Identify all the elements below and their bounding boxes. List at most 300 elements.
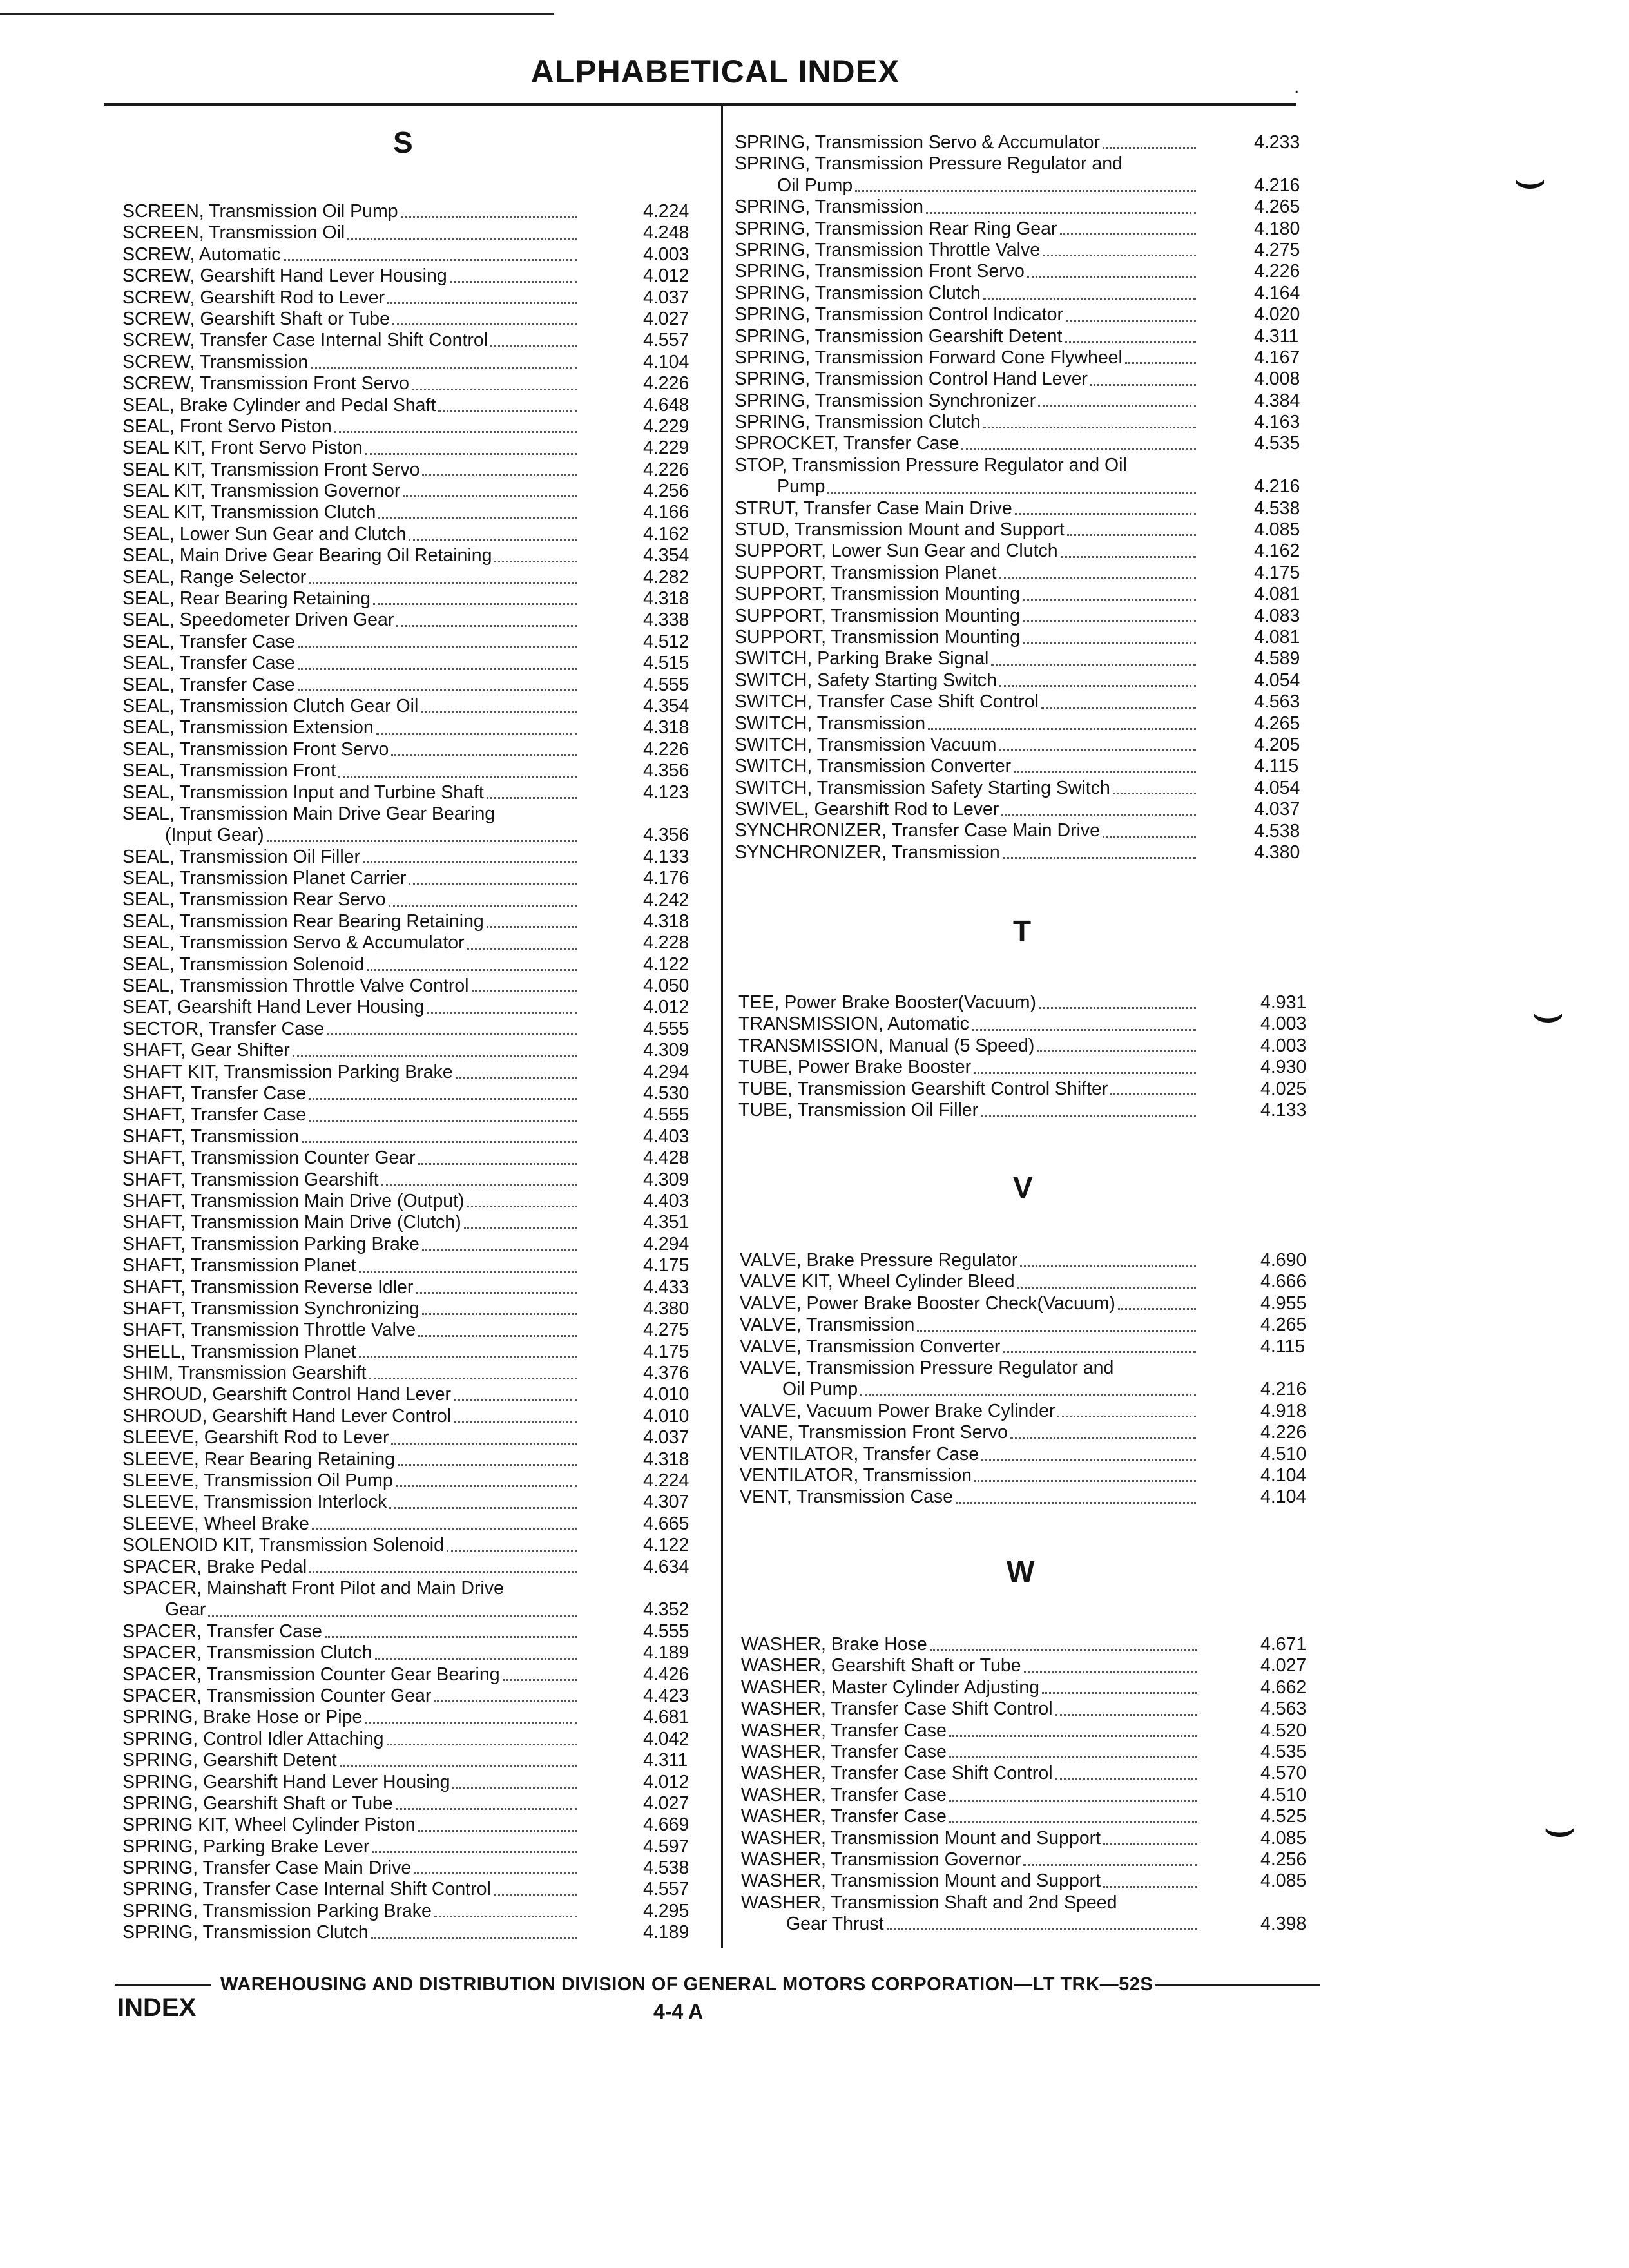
dot-leader [1043,255,1196,256]
index-entry-label: VALVE, Brake Pressure Regulator [740,1249,1018,1271]
index-entry-page: 4.037 [1254,799,1300,820]
index-entry-page: 4.275 [643,1320,689,1341]
dot-leader [1023,599,1196,601]
index-entry-label: SUPPORT, Transmission Mounting [735,626,1020,648]
index-entry-label: SEAL, Transmission Main Drive Gear Bearing [122,803,496,824]
index-entry-label: SEAL, Transfer Case [122,631,295,652]
index-entry-label: VALVE, Transmission Converter [740,1336,1001,1357]
index-entry [122,287,580,309]
index-entry-label: SLEEVE, Gearshift Rod to Lever [122,1427,389,1448]
index-entry-label: WASHER, Transmission Mount and Support [741,1870,1101,1892]
index-entry [735,562,1199,584]
index-entry [122,610,580,631]
dot-leader [389,905,577,907]
index-entry [735,175,1199,197]
index-entry-label: SEAL, Transfer Case [122,674,295,695]
index-entry [735,799,1199,820]
index-entry-label: SWIVEL, Gearshift Rod to Lever [735,799,999,820]
index-entry-label: SPROCKET, Transfer Case [735,433,959,454]
dot-leader [365,453,577,455]
index-entry-label: SEAL, Transmission Clutch Gear Oil [122,695,419,716]
index-entry [122,975,580,997]
dot-leader [972,1029,1196,1031]
index-entry [740,1444,1199,1465]
dot-leader [1017,1287,1196,1289]
index-entry [122,825,580,846]
index-entry-page: 4.512 [643,631,689,652]
index-entry [122,1879,580,1900]
index-entry-page: 4.081 [1254,584,1300,605]
index-entry-page: 4.054 [1254,669,1300,691]
index-entry-page: 4.354 [643,545,689,566]
index-entry-label: SEAL, Transmission Rear Servo [122,889,386,910]
dot-leader [363,861,577,863]
index-entry-label: WASHER, Transfer Case Shift Control [741,1763,1053,1784]
index-entry-page: 4.189 [643,1922,689,1943]
index-entry-label: SHIM, Transmission Gearshift [122,1363,367,1384]
index-entry-page: 4.354 [643,695,689,716]
index-entry-page: 4.205 [1254,734,1300,755]
dot-leader [494,1894,577,1896]
index-entry [122,1514,580,1535]
index-pages-right-t [1260,992,1325,1121]
index-entry-page: 4.557 [643,330,689,351]
index-entry-page: 4.563 [1254,691,1300,713]
index-entry [122,265,580,287]
index-entry [122,1470,580,1492]
dot-leader [438,410,577,412]
index-entry-page: 4.376 [643,1363,689,1384]
index-entry-page: 4.510 [1260,1443,1307,1465]
index-entry-label: SHAFT, Transmission Main Drive (Output) [122,1190,465,1211]
index-entry [741,1806,1200,1827]
index-entry-label: TRANSMISSION, Automatic [738,1014,969,1035]
dot-leader [418,1163,577,1165]
index-entry [735,433,1199,454]
index-entry [122,222,580,244]
index-entry-label: WASHER, Master Cylinder Adjusting [741,1677,1040,1698]
index-entry [122,911,580,932]
index-entry [122,1492,580,1513]
dot-leader [1125,362,1196,364]
index-entry-label: SEAL, Transmission Extension [122,717,374,738]
index-entry-label: TUBE, Transmission Oil Filler [738,1099,979,1120]
index-entry [738,1035,1199,1057]
dot-leader [373,603,577,605]
dot-leader [409,883,577,885]
index-entry-label: SCREW, Gearshift Shaft or Tube [122,308,390,329]
index-entry [741,1698,1200,1720]
index-entry [735,240,1199,261]
index-entry [741,1870,1200,1892]
index-entry-label: WASHER, Transfer Case [741,1741,947,1762]
dot-leader [396,1485,577,1487]
section-letter-w: W [1007,1555,1035,1588]
index-entry [735,476,1199,497]
index-entry-label: SPRING, Transmission Control Hand Lever [735,369,1088,390]
index-entry [122,1686,580,1707]
index-entry [122,1793,580,1814]
index-entry-label: SPRING KIT, Wheel Cylinder Piston [122,1814,416,1836]
dot-leader [1055,1778,1197,1780]
index-entry-page: 4.403 [643,1190,689,1211]
dot-leader [398,1464,577,1466]
index-entry-page: 4.535 [1260,1741,1307,1762]
dot-leader [334,431,577,433]
index-entry-label: SEAL, Lower Sun Gear and Clutch [122,523,407,544]
index-entry [735,756,1199,777]
index-entry-page: 4.175 [643,1341,689,1362]
dot-leader [422,1313,577,1315]
index-entry-label: SUPPORT, Transmission Planet [735,562,997,583]
index-entry-page: 4.010 [643,1384,689,1405]
dot-leader [981,1459,1196,1461]
index-entry [122,1104,580,1126]
index-entry [735,218,1199,240]
dot-leader [311,367,577,369]
index-entry [122,1212,580,1233]
dot-leader [327,1033,577,1035]
dot-leader [284,259,578,261]
dot-leader [447,1550,577,1552]
index-entry-page: 4.085 [1260,1827,1307,1849]
index-entry-page: 4.351 [643,1212,689,1233]
dot-leader [1103,1843,1197,1845]
dot-leader [887,1928,1197,1930]
index-entry [122,653,580,674]
page-spacer [643,1578,708,1599]
dot-leader [414,1872,577,1874]
index-entry-label: SHAFT, Transmission Gearshift [122,1169,379,1190]
index-entry-page: 4.930 [1260,1057,1307,1078]
index-entry-label: SEAL, Transmission Servo & Accumulator [122,932,465,954]
top-rule [0,13,554,15]
index-entry-label: STOP, Transmission Pressure Regulator and Oil [735,454,1127,476]
index-entry [122,588,580,610]
index-entry-page: 4.918 [1260,1400,1307,1421]
dot-leader [928,728,1196,730]
index-entry-page: 4.557 [643,1879,689,1900]
dot-leader [961,448,1196,450]
dot-leader [1010,1437,1196,1439]
index-entry-label: SCREW, Transmission Front Servo [122,373,410,394]
index-entry [738,992,1199,1014]
index-entry-page: 4.555 [643,674,689,695]
index-entry-label: SPRING, Transmission [735,197,923,218]
index-entry-label: SCREEN, Transmission Oil Pump [122,200,398,222]
index-entry-page: 4.690 [1260,1250,1307,1271]
index-entry-page: 4.931 [1260,992,1307,1013]
index-column-left [122,201,580,1944]
index-entry-label: SWITCH, Parking Brake Signal [735,648,989,669]
index-entry-label: SHAFT, Transmission Throttle Valve [122,1320,416,1341]
index-entry-label: SPACER, Transmission Clutch [122,1642,372,1664]
index-entry-page: 4.538 [1254,497,1300,519]
index-entry-page: 4.122 [643,954,689,975]
index-entry-label: SYNCHRONIZER, Transfer Case Main Drive [735,820,1100,841]
index-entry-page: 4.520 [1260,1720,1307,1741]
index-entry-page: 4.083 [1254,605,1300,626]
index-entry-label: VALVE KIT, Wheel Cylinder Bleed [740,1271,1015,1293]
index-entry-page: 4.433 [643,1276,689,1298]
index-entry-label: SCREW, Automatic [122,244,281,265]
index-entry [735,606,1199,627]
dot-leader [378,517,577,519]
index-entry [741,1655,1200,1677]
index-entry [735,498,1199,519]
index-entry-page: 4.384 [1254,390,1300,411]
index-entry-page: 4.423 [643,1685,689,1706]
dot-leader [1014,771,1196,773]
dot-leader [359,1356,577,1358]
index-entry-label: STUD, Transmission Mount and Support [735,519,1065,541]
dot-leader [387,1744,577,1745]
index-pages-left [643,201,708,1944]
dot-leader [999,577,1196,579]
index-entry-page: 4.115 [1254,756,1299,777]
index-entry [122,567,580,588]
margin-mark: ⌣ [1543,1798,1577,1856]
index-entry [122,1320,580,1341]
index-entry-label: SPRING, Transmission Throttle Valve [735,239,1041,260]
index-entry-label: SEAL, Transmission Front [122,760,336,782]
dot-leader [293,1055,577,1057]
index-entry-label: SCREW, Gearshift Hand Lever Housing [122,265,447,287]
index-entry-label: SEAL KIT, Transmission Governor [122,481,401,502]
index-entry-page: 4.525 [1260,1806,1307,1827]
dot-leader [974,1072,1196,1074]
index-entry-label: SLEEVE, Rear Bearing Retaining [122,1448,395,1470]
index-entry-page: 4.589 [1254,648,1300,669]
index-entry [740,1422,1199,1443]
index-entry [741,1742,1200,1763]
index-entry [741,1763,1200,1784]
index-entry-page: 4.027 [643,308,689,329]
index-entry-page: 4.242 [643,889,689,910]
index-entry-page: 4.356 [643,825,689,846]
dot-leader [1039,1007,1196,1009]
dot-leader [503,1679,577,1681]
index-entry-label: SWITCH, Transmission [735,713,926,734]
index-entry [122,782,580,803]
index-entry-continuation: Pump [777,476,825,497]
index-entry-page: 4.665 [643,1513,689,1534]
index-entry [740,1314,1199,1336]
index-entry-page: 4.166 [643,502,689,523]
dot-leader [467,948,577,950]
index-entry-label: SPACER, Brake Pedal [122,1556,307,1577]
dot-leader [991,664,1196,666]
dot-leader [208,1615,577,1617]
index-entry-label: TUBE, Transmission Gearshift Control Shifter [738,1078,1108,1099]
section-letter-s: S [393,126,413,159]
dot-leader [999,749,1196,751]
index-entry-label: WASHER, Transmission Shaft and 2nd Speed [741,1892,1117,1913]
index-entry-label: SHROUD, Gearshift Control Hand Lever [122,1384,452,1405]
index-entry-label: SPRING, Transmission Front Servo [735,261,1025,282]
index-entry [122,1062,580,1083]
index-entry-page: 4.352 [643,1599,689,1620]
dot-leader [1103,1886,1197,1888]
index-entry-page: 4.265 [1254,713,1300,734]
index-entry-label: SLEEVE, Wheel Brake [122,1513,309,1534]
dot-leader [1103,147,1196,149]
dot-leader [347,238,577,240]
index-entry-label: SPACER, Transmission Counter Gear Bearing [122,1664,500,1685]
index-entry-page: 4.535 [1254,433,1300,454]
dot-leader [860,1394,1196,1396]
index-entry-label: WASHER, Transmission Governor [741,1849,1021,1870]
dot-leader [365,1722,577,1724]
index-entry [738,1100,1199,1121]
index-entry-page: 4.180 [1254,218,1300,239]
index-entry-page: 4.175 [1254,562,1300,583]
index-entry-page: 4.295 [643,1900,689,1921]
index-entry [122,760,580,782]
index-entry [735,735,1199,756]
index-entry-label: SPRING, Control Idler Attaching [122,1728,384,1749]
index-entry [740,1250,1199,1271]
index-entry [122,545,580,566]
dot-leader [1066,320,1196,322]
index-entry-label: SWITCH, Safety Starting Switch [735,669,998,691]
dot-leader [309,1571,577,1573]
index-entry-page: 4.085 [1260,1870,1307,1892]
index-entry-page: 4.012 [643,997,689,1018]
index-entry [735,821,1199,842]
index-entry-continuation: Oil Pump [777,175,853,196]
index-entry-label: SOLENOID KIT, Transmission Solenoid [122,1535,444,1556]
index-entry [735,541,1199,562]
index-entry-page: 4.356 [643,760,689,782]
index-entry [122,1729,580,1750]
index-entry-label: SPRING, Transmission Clutch [122,1922,369,1943]
index-entry-continuation: Gear [165,1599,206,1620]
index-entry-label: SEAL, Transmission Front Servo [122,738,389,760]
dot-leader [949,1800,1197,1802]
index-entry [740,1465,1199,1486]
dot-leader [409,539,577,541]
index-entry-page: 4.256 [643,481,689,502]
dot-leader [298,668,577,670]
dot-leader [267,840,577,842]
index-entry-continuation: Oil Pump [782,1379,858,1400]
index-entry [741,1849,1200,1870]
dot-leader [359,1271,577,1273]
index-entry [122,201,580,222]
dot-leader [983,298,1196,300]
index-entry-page: 4.256 [1260,1849,1307,1870]
index-entry-page: 4.085 [1254,519,1300,541]
index-entry-page: 4.027 [1260,1655,1307,1677]
index-entry [122,1750,580,1771]
index-entry-label: SEAL, Transmission Rear Bearing Retaining [122,910,484,932]
index-entry-page: 4.050 [643,975,689,997]
index-entry-page: 4.133 [1260,1099,1307,1120]
page-title: ALPHABETICAL INDEX [530,53,900,90]
index-entry-page: 4.282 [643,566,689,588]
index-entry-page: 4.265 [1254,197,1300,218]
dot-leader [1067,534,1196,536]
index-entry-label: VALVE, Vacuum Power Brake Cylinder [740,1400,1055,1421]
index-entry-label: WASHER, Gearshift Shaft or Tube [741,1655,1021,1677]
index-entry [122,244,580,265]
index-entry-page: 4.133 [643,846,689,867]
index-entry-page: 4.054 [1254,777,1300,798]
dot-leader [298,689,577,691]
index-entry-page: 4.294 [643,1233,689,1254]
index-entry-page: 4.648 [643,394,689,416]
index-entry [122,631,580,653]
index-entry-label: SWITCH, Transmission Safety Starting Switch [735,777,1110,798]
stray-mark: . [1294,76,1300,97]
index-entry [122,1255,580,1276]
dot-leader [309,1098,577,1100]
index-entry-label: SEAL, Transmission Throttle Valve Control [122,975,469,997]
dot-leader [1041,707,1196,709]
index-entry [735,648,1199,669]
index-entry-label: TUBE, Power Brake Booster [738,1057,972,1078]
index-entry-label: SHAFT, Transmission Synchronizing [122,1298,419,1319]
index-entry [740,1486,1199,1508]
dot-leader [917,1330,1196,1332]
index-entry-label: SECTOR, Transfer Case [122,1018,325,1039]
index-entry-page: 4.338 [643,610,689,631]
index-entry-label: SHAFT KIT, Transmission Parking Brake [122,1061,453,1082]
dot-leader [1113,793,1196,794]
index-entry-label: SPRING, Transmission Gearshift Detent [735,325,1063,347]
index-entry-page: 4.025 [1260,1078,1307,1099]
index-entry [122,309,580,330]
header-rule [104,103,1296,106]
dot-leader [981,1115,1196,1117]
dot-leader [1024,1671,1197,1673]
index-entry-label: SPRING, Transmission Parking Brake [122,1900,432,1921]
index-entry-page: 4.669 [643,1814,689,1836]
index-entry-page: 4.309 [643,1040,689,1061]
index-column-right-v [740,1250,1199,1508]
dot-leader [1055,1714,1197,1716]
index-entry [735,519,1199,541]
dot-leader [999,685,1196,687]
index-entry-page: 4.226 [643,459,689,480]
dot-leader [454,1421,577,1423]
index-entry-page: 4.555 [643,1018,689,1039]
index-entry [741,1634,1200,1655]
index-entry-page: 4.081 [1254,626,1300,648]
index-entry-page: 4.563 [1260,1698,1307,1720]
index-entry-label: SPRING, Gearshift Shaft or Tube [122,1792,393,1814]
index-entry-label: SPACER, Transmission Counter Gear [122,1685,432,1706]
index-entry [735,326,1199,347]
index-entry-page: 4.163 [1254,412,1300,433]
dot-leader [1118,1308,1196,1310]
index-entry-page: 4.224 [643,201,689,222]
dot-leader [974,1480,1196,1482]
margin-mark: ⌣ [1531,984,1565,1041]
section-letter-v: V [1013,1171,1033,1204]
index-entry-page: 4.104 [643,351,689,372]
index-entry-label: SPRING, Transmission Synchronizer [735,390,1036,411]
index-entry-label: SEAL, Main Drive Gear Bearing Oil Retaining [122,545,492,566]
index-entry-page: 4.003 [1260,1014,1307,1035]
index-entry-page: 4.226 [1254,261,1300,282]
dot-leader [427,1012,577,1014]
index-entry [740,1271,1199,1293]
index-entry [122,416,580,437]
index-entry-page: 4.020 [1254,304,1300,325]
page-spacer [643,803,708,825]
